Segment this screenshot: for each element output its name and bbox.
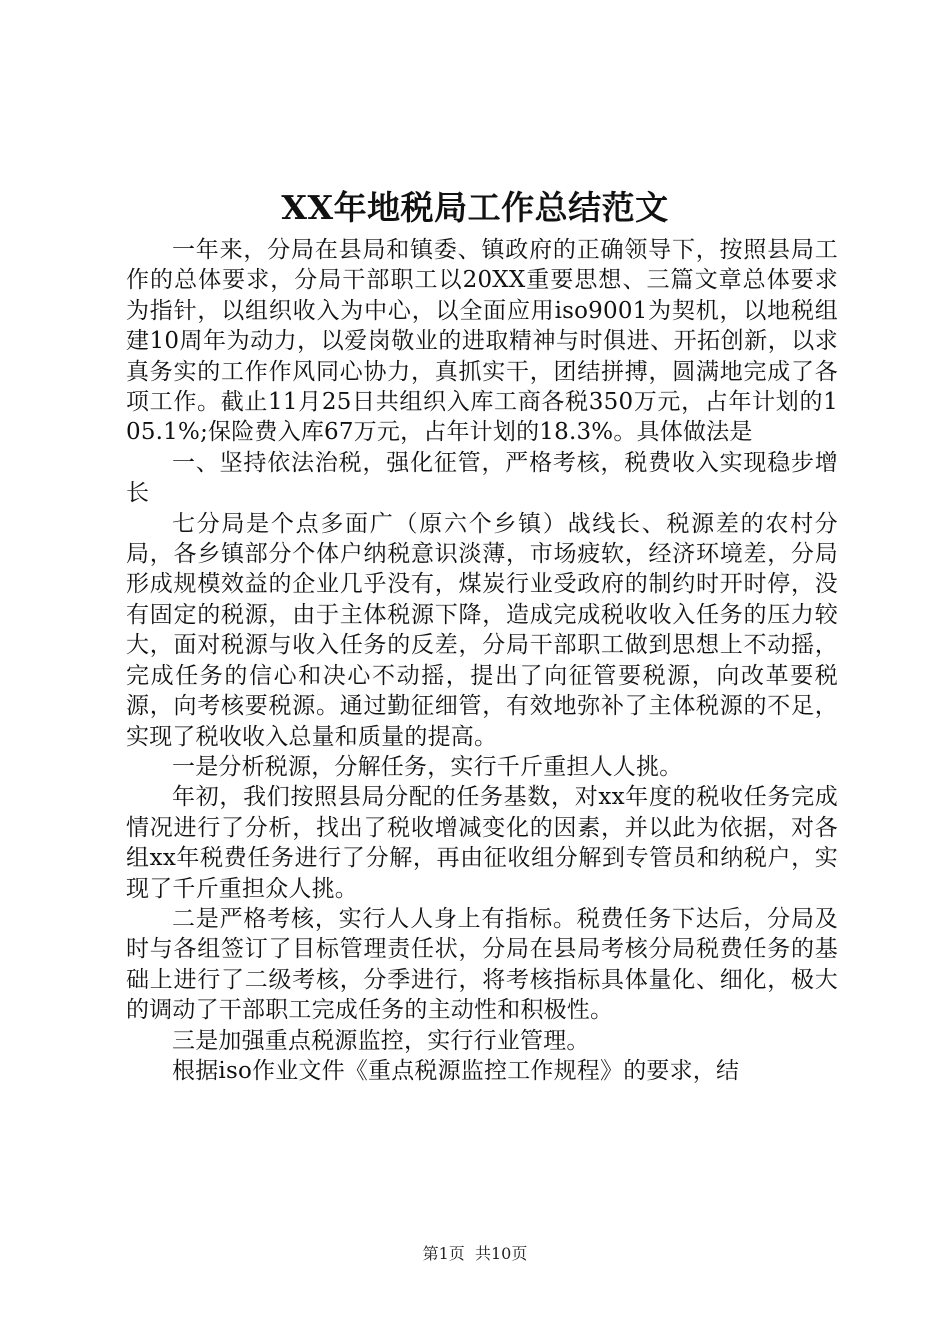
paragraph-point-two: 二是严格考核，实行人人身上有指标。税费任务下达后，分局及时与各组签订了目标管理责任状，分局在县局考核分局税费任务的基础上进行了二级考核，分季进行，将考核指标具体量化、细化，极大的调动了干部职工完成任务的主动性和积极性。 (126, 905, 838, 1024)
document-title: XX年地税局工作总结范文 (281, 188, 669, 227)
page-footer (0, 1242, 950, 1266)
paragraph-point-one-detail: 年初，我们按照县局分配的任务基数，对xx年度的税收任务完成情况进行了分析，找出了税收增减变化的因素，并以此为依据，对各组xx年税费任务进行了分解，再由征收组分解到专管员和纳税户，实现了千斤重担众人挑。 (126, 784, 838, 902)
paragraph-point-three-detail: 根据iso作业文件《重点税源监控工作规程》的要求，结 (172, 1057, 740, 1084)
paragraph-point-three: 三是加强重点税源监控，实行行业管理。 (172, 1027, 590, 1054)
paragraph-intro: 一年来，分局在县局和镇委、镇政府的正确领导下，按照县局工作的总体要求，分局干部职工以20XX重要思想、三篇文章总体要求为指针，以组织收入为中心，以全面应用iso9001为契机，以地税组建10周年为动力，以爱岗敬业的进取精神与时俱进、开拓创新，以求真务实的工作作风同心协力，真抓实干，团结拼搏，圆满地完成了各项工作。截止11月25日共组织入库工商各税350万元，占年计划的105.1%;保险费入库67万元，占年计划的18.3%。具体做法是 (126, 237, 838, 446)
document-body (126, 235, 838, 1086)
page-number: 第1页 (422, 1244, 465, 1263)
paragraph-point-one: 一是分析税源，分解任务，实行千斤重担人人挑。 (172, 753, 683, 780)
paragraph-section-heading: 一、坚持依法治税，强化征管，严格考核，税费收入实现稳步增长 (126, 449, 838, 507)
page-total: 共10页 (474, 1244, 528, 1263)
paragraph-branch-overview: 七分局是个点多面广（原六个乡镇）战线长、税源差的农村分局，各乡镇部分个体户纳税意识淡薄，市场疲软，经济环境差，分局形成规模效益的企业几乎没有，煤炭行业受政府的制约时开时停，没有固定的税源，由于主体税源下降，造成完成税收收入任务的压力较大，面对税源与收入任务的反差，分局干部职工做到思想上不动摇，完成任务的信心和决心不动摇，提出了向征管要税源，向改革要税源，向考核要税源。通过勤征细管，有效地弥补了主体税源的不足，实现了税收收入总量和质量的提高。 (126, 510, 838, 750)
